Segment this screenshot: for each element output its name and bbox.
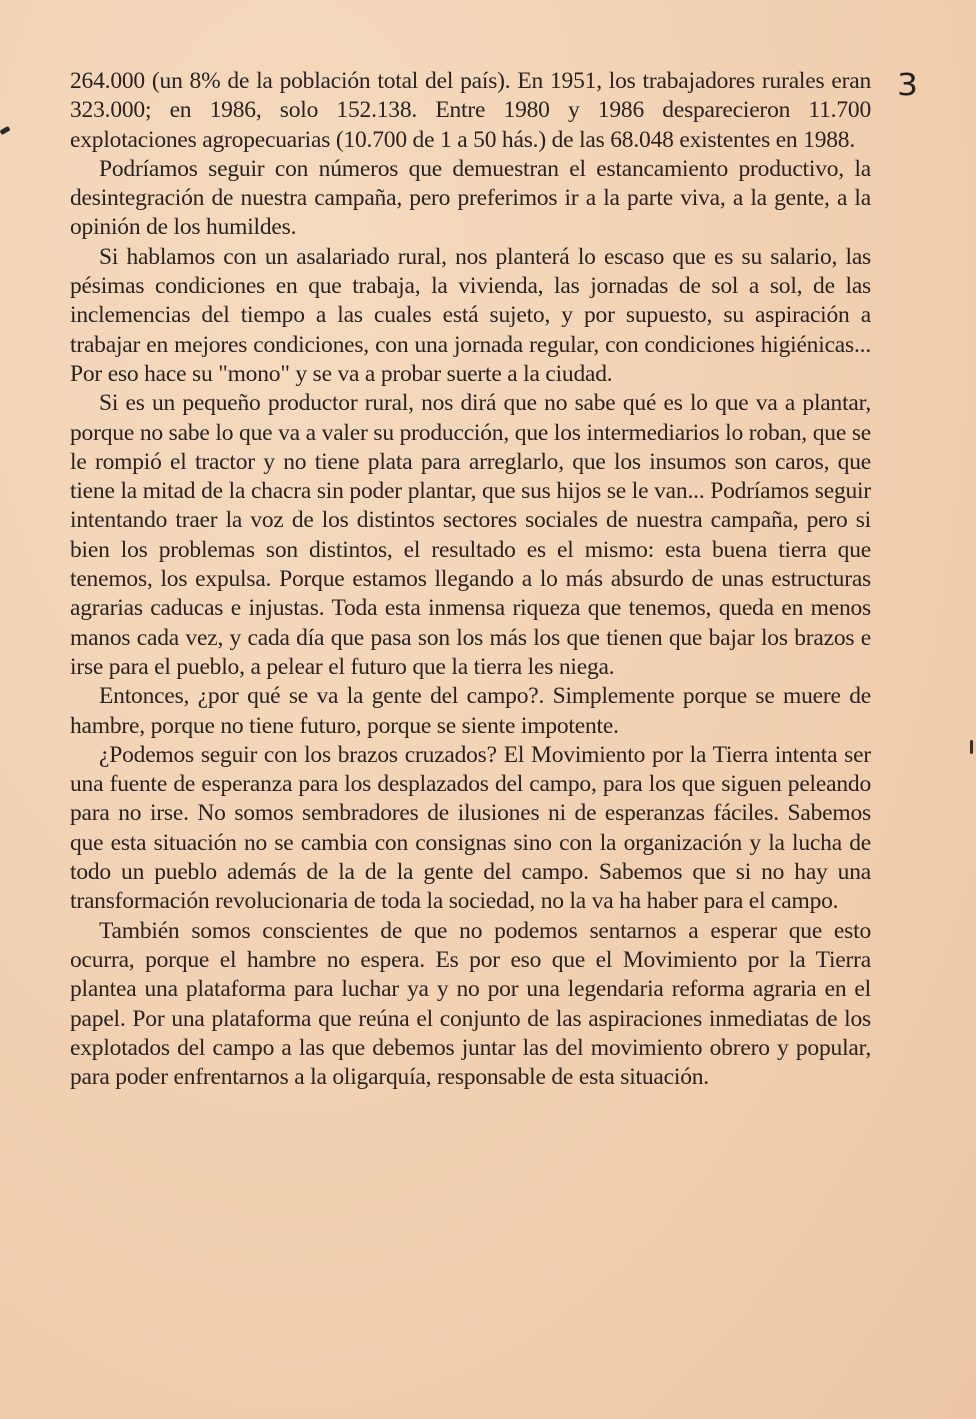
page-number: 3 <box>897 68 919 103</box>
scan-edge-mark-right <box>970 740 973 754</box>
body-text <box>70 67 871 1092</box>
scan-edge-mark <box>0 126 11 135</box>
paragraph-platform: También somos conscientes de que no podemos sentarnos a esperar que esto ocurra, porque el hambre no espera. Es por eso que el Movimiento por la Tierra plantea una plataforma para luchar ya y no por una legendaria reforma agraria en el papel. Por una plataforma que reúna el conjunto de las aspiraciones inmediatas de los explotados del campo a las que debemos juntar las del movimiento obrero y popular, para poder enfrentarnos a la oligarquía, responsable de esta situación. <box>70 917 871 1091</box>
paragraph-movement: ¿Podemos seguir con los brazos cruzados? El Movimiento por la Tierra intenta ser una fuente de esperanza para los desplazados del campo, para los que siguen peleando para no irse. No somos sembradores de ilusiones ni de esperanzas fáciles. Sabemos que esta situación no se cambia con consignas sino con la organización y la lucha de todo un pueblo además de la de la gente del campo. Sabemos que si no hay una transformación revolucionaria de toda la sociedad, no la va ha haber para el campo. <box>70 741 871 915</box>
paragraph-why-leave: Entonces, ¿por qué se va la gente del campo?. Simplemente porque se muere de hambre, porque no tiene futuro, porque se siente impotente. <box>70 683 871 739</box>
paragraph-stagnation: Podríamos seguir con números que demuestran el estancamiento productivo, la desintegración de nuestra campaña, pero preferimos ir a la parte viva, a la gente, a la opinión de los humildes. <box>70 155 871 241</box>
paragraph-rural-worker: Si hablamos con un asalariado rural, nos planterá lo escaso que es su salario, las pésimas condiciones en que trabaja, la vivienda, las jornadas de sol a sol, de las inclemencias del tiempo a las cuales está sujeto, y por supuesto, su aspiración a trabajar en mejores condiciones, con una jornada regular, con condiciones higiénicas... Por eso hace su "mono" y se va a probar suerte a la ciudad. <box>70 243 871 387</box>
paragraph-small-producer: Si es un pequeño productor rural, nos dirá que no sabe qué es lo que va a plantar, porque no sabe lo que va a valer su producción, que los intermediarios lo roban, que se le rompió el tractor y no tiene plata para arreglarlo, que los insumos son caros, que tiene la mitad de la chacra sin poder plantar, que sus hijos se le van... Podríamos seguir intentando traer la voz de los distintos sectores sociales de nuestra campaña, pero si bien los problemas son distintos, el resultado es el mismo: esta buena tierra que tenemos, los expulsa. Porque estamos llegando a lo más absurdo de unas estructuras agrarias caducas e injustas. Toda esta inmensa riqueza que tenemos, queda en menos manos cada vez, y cada día que pasa son los más los que tienen que bajar los brazos e irse para el pueblo, a pelear el futuro que la tierra les niega. <box>70 390 871 680</box>
paragraph-statistics: 264.000 (un 8% de la población total del país). En 1951, los trabajadores rurales eran 323.000; en 1986, solo 152.138. Entre 1980 y 1986 desparecieron 11.700 explotaciones agropecuarias (10.700 de 1 a 50 hás.) de las 68.048 existentes en 1988. <box>70 68 871 153</box>
